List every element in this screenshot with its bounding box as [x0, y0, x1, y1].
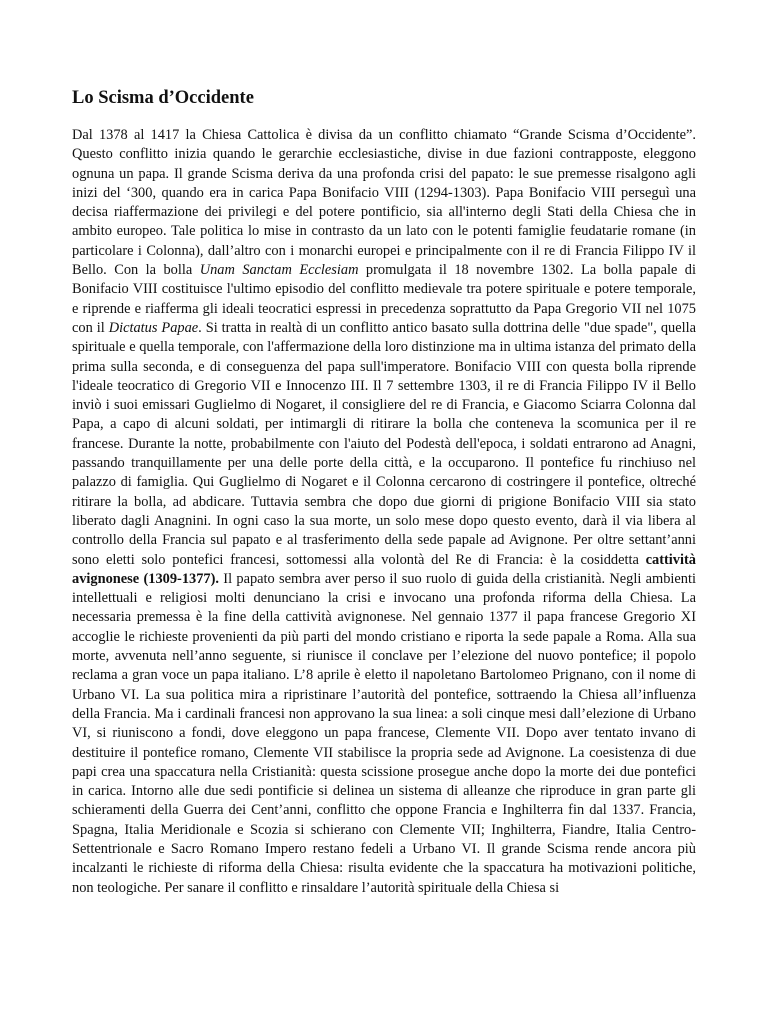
document-title: Lo Scisma d’Occidente — [72, 88, 254, 108]
italic-phrase: Unam Sanctam Ecclesiam — [199, 262, 359, 279]
text-run: Il papato sembra aver perso il suo ruolo di guida della cristianità. Negli ambienti intellettuali e religiosi molti denunciano la crisi e invocano una profonda riforma della Chiesa. La necessaria premessa è la fine della cattività avignonese. Nel gennaio 1377 il papa francese Gregorio XI accoglie le richieste provenienti da più parti del mondo cristiano e riporta la sede papale a Roma. Alla sua morte, avvenuta nell’anno seguente, si riunisce il conclave per l’elezione del nuovo pontefice; il popolo reclama a gran voce un papa italiano. L’8 aprile è eletto il napoletano Bartolomeo Prignano, con il nome di Urbano VI. La sua politica mira a ripristinare l’autorità del pontefice, sottraendo la Chiesa all’influenza della Francia. Ma i cardinali francesi non approvano la sua linea: a soli cinque mesi dall’elezione di Urbano VI, si riuniscono a fondi, dove eleggono un papa francese, Clemente VII. Dopo aver tentato invano di destituire il pontefice romano, Clemente VII stabilisce la propria sede ad Avignone. La coesistenza di due papi crea una spaccatura nella Cristianità: questa scissione prosegue anche dopo la morte dei due pontefici in carica. Intorno alle due sedi pontificie si delinea un sistema di alleanze che riproduce in gran parte gli schieramenti della Guerra dei Cent’anni, conflitto che oppone Francia e Inghilterra fin dal 1337. Francia, Spagna, Italia Meridionale e Scozia si schierano con Clemente VII; Inghilterra, Fiandre, Italia Centro-Settentrionale e Sacro Romano Impero restano fedeli a Urbano VI. Il grande Scisma rende ancora più incalzanti le richieste di riforma della Chiesa: risulta evidente che la spaccatura ha motivazioni politiche, non teologiche. Per sanare il conflitto e rinsaldare l’autorità spirituale della Chiesa si — [72, 570, 696, 896]
document-page — [72, 86, 696, 898]
text-run: promulgata il 18 novembre 1302. La bolla papale di Bonifacio VIII costituisce l'ultimo episodio del conflitto medievale tra potere spirituale e potere temporale, e riprende e riafferma gli ideali teocratici espressi in precedenza soprattutto da Papa Gregorio VII nel 1075 con il — [72, 262, 696, 336]
bold-phrase: cattività avignonese (1309-1377). — [72, 551, 696, 587]
body-paragraph — [72, 126, 696, 898]
italic-phrase: Dictatus Papae — [108, 319, 199, 336]
text-run: Dal 1378 al 1417 la Chiesa Cattolica è divisa da un conflitto chiamato “Grande Scisma d’Occidente”. Questo conflitto inizia quando le gerarchie ecclesiastiche, divise in due fazioni contrapposte, eleggono ognuna un papa. Il grande Scisma deriva da una profonda crisi del papato: le sue premesse risalgono agli inizi del ‘300, quando era in carica Papa Bonifacio VIII (1294-1303). Papa Bonifacio VIII perseguì una decisa riaffermazione dei privilegi e del potere pontificio, sia all'interno degli Stati della Chiesa che in ambito europeo. Tale politica lo mise in contrasto da un lato con le potenti famiglie feudatarie romane (in particolare i Colonna), dall’altro con i monarchi europei e principalmente con il re di Francia Filippo IV il Bello. Con la bolla — [72, 127, 696, 279]
text-run: . Si tratta in realtà di un conflitto antico basato sulla dottrina delle "due spade", quella spirituale e quella temporale, con l'affermazione della loro distinzione ma in ultima istanza del primato della prima sulla seconda, e di conseguenza del papa sull'imperatore. Bonifacio VIII con questa bolla riprende l'ideale teocratico di Gregorio VII e Innocenzo III. Il 7 settembre 1303, il re di Francia Filippo IV il Bello inviò i suoi emissari Guglielmo di Nogaret, il consigliere del re di Francia, e Giacomo Sciarra Colonna dal Papa, a capo di alcuni soldati, per intimargli di ritirare la bolla che conteneva la scomunica per il re francese. Durante la notte, probabilmente con l'aiuto del Podestà dell'epoca, i soldati entrarono ad Anagni, passando tranquillamente per una delle porte della città, e la occuparono. Il pontefice fu rinchiuso nel palazzo di famiglia. Qui Guglielmo di Nogaret e il Colonna cercarono di costringere il pontefice, oltreché ritirare la bolla, ad abdicare. Tuttavia sembra che dopo due giorni di prigione Bonifacio VIII sia stato liberato dagli Anagnini. In ogni caso la sua morte, un solo mese dopo questo evento, darà il via libera al controllo della Francia sul papato e al trasferimento della sede papale ad Avignone. Per oltre settant’anni sono eletti solo pontefici francesi, sottomessi alla volontà del Re di Francia: è la cosiddetta — [72, 319, 696, 568]
